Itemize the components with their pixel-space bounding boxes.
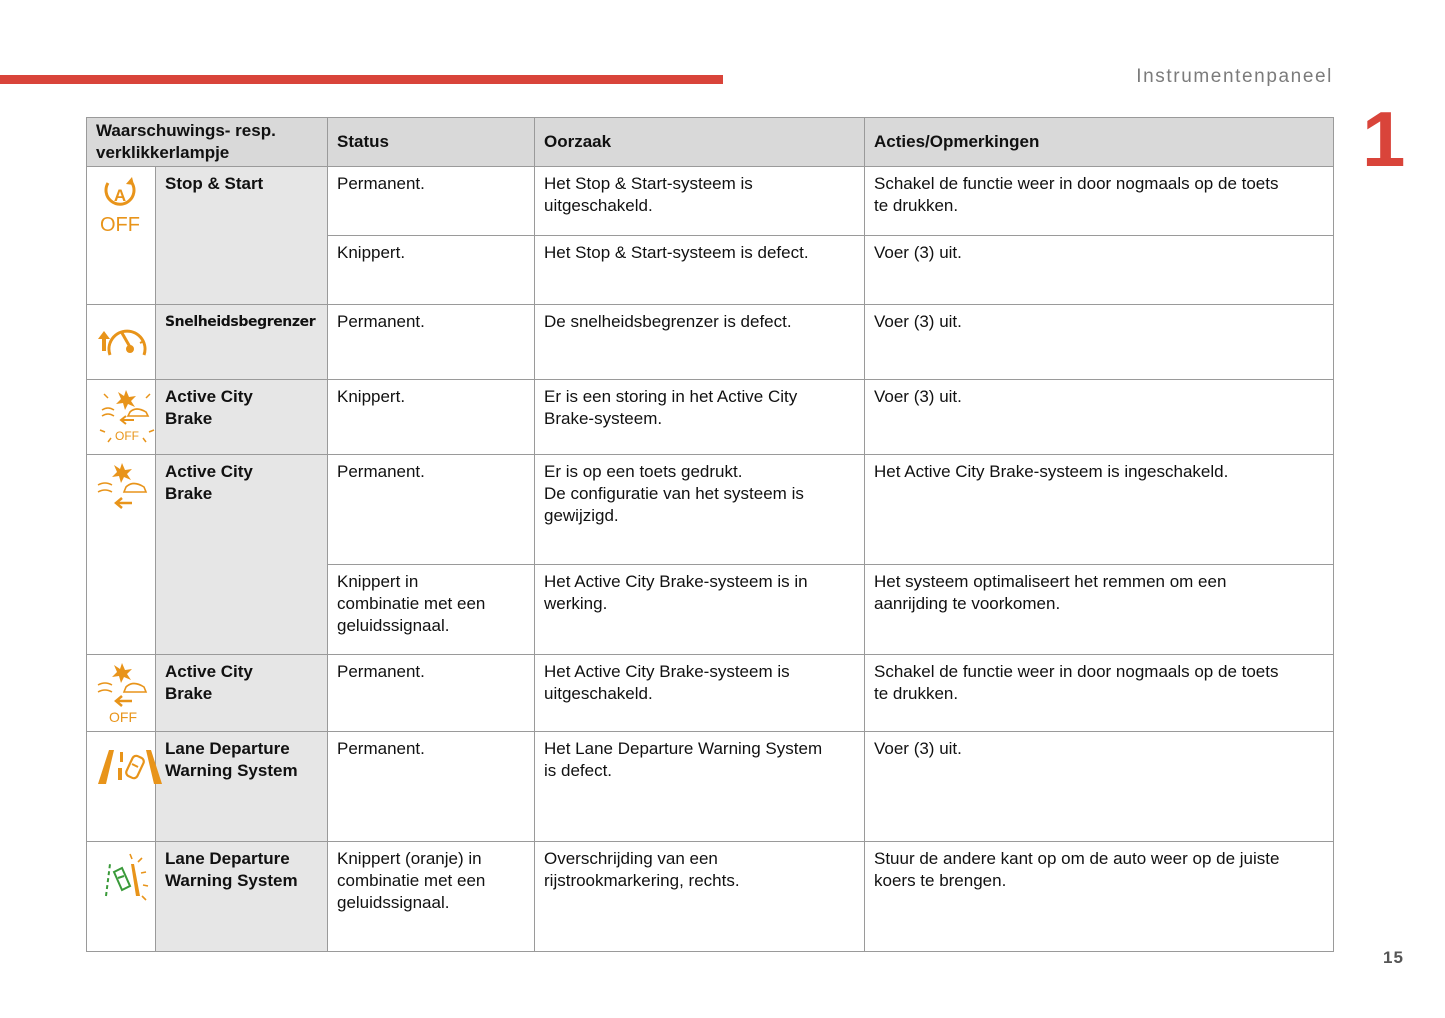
table-row <box>87 455 1334 565</box>
status-cell: Knippert. <box>328 236 535 305</box>
status-cell: Permanent. <box>328 732 535 842</box>
active-city-brake-fault-icon <box>96 386 158 448</box>
action-cell: Voer (3) uit. <box>865 305 1334 380</box>
column-header-actions: Acties/Opmerkingen <box>865 118 1334 167</box>
lamp-name: Snelheidsbegrenzer <box>156 305 328 380</box>
status-cell: Permanent. <box>328 167 535 236</box>
lamp-icon-cell <box>87 455 156 655</box>
page-number: 15 <box>1383 948 1404 967</box>
action-cell: Het systeem optimaliseert het remmen om een aanrijding te voorkomen. <box>865 565 1334 655</box>
cause-cell: Er is een storing in het Active City Brake-systeem. <box>535 380 865 455</box>
action-cell: Voer (3) uit. <box>865 236 1334 305</box>
cause-cell: De snelheidsbegrenzer is defect. <box>535 305 865 380</box>
lamp-icon-cell <box>87 732 156 842</box>
action-cell: Voer (3) uit. <box>865 732 1334 842</box>
table-row <box>87 732 1334 842</box>
svg-text:OFF: OFF <box>109 709 137 725</box>
page-section-title: Instrumentenpaneel <box>1136 66 1333 87</box>
cause-cell: Er is op een toets gedrukt. De configuratie van het systeem is gewijzigd. <box>535 455 865 565</box>
cause-cell: Het Lane Departure Warning System is defect. <box>535 732 865 842</box>
active-city-brake-off-icon <box>96 661 152 725</box>
header-accent-bar <box>0 75 723 84</box>
action-cell: Voer (3) uit. <box>865 380 1334 455</box>
action-cell: Schakel de functie weer in door nogmaals op de toets te drukken. <box>865 655 1334 732</box>
chapter-number: 1 <box>1362 95 1406 183</box>
lamp-name: Active City Brake <box>156 380 328 455</box>
cause-cell: Het Stop & Start-systeem is uitgeschakeld. <box>535 167 865 236</box>
svg-text:A: A <box>113 186 127 205</box>
action-cell: Stuur de andere kant op om de auto weer op de juiste koers te brengen. <box>865 842 1334 952</box>
table-row <box>87 380 1334 455</box>
cause-cell: Het Stop & Start-systeem is defect. <box>535 236 865 305</box>
lamp-name: Active City Brake <box>156 655 328 732</box>
table-row <box>87 655 1334 732</box>
warning-lights-table <box>86 117 1334 952</box>
active-city-brake-icon <box>96 461 152 513</box>
speed-limiter-icon <box>96 317 152 367</box>
stop-start-off-icon <box>96 173 146 235</box>
lamp-name: Active City Brake <box>156 455 328 655</box>
column-header-lamp: Waarschuwings- resp. verklikkerlampje <box>87 118 328 167</box>
cause-cell: Het Active City Brake-systeem is in werking. <box>535 565 865 655</box>
column-header-status: Status <box>328 118 535 167</box>
lamp-icon-cell <box>87 842 156 952</box>
lamp-name: Lane Departure Warning System <box>156 842 328 952</box>
column-header-cause: Oorzaak <box>535 118 865 167</box>
cause-cell: Het Active City Brake-systeem is uitgeschakeld. <box>535 655 865 732</box>
cause-cell: Overschrijding van een rijstrookmarkering, rechts. <box>535 842 865 952</box>
lane-departure-icon <box>96 746 164 786</box>
lamp-icon-cell <box>87 655 156 732</box>
status-cell: Knippert. <box>328 380 535 455</box>
lamp-name: Stop & Start <box>156 167 328 305</box>
status-cell: Permanent. <box>328 455 535 565</box>
status-cell: Permanent. <box>328 305 535 380</box>
table-row <box>87 305 1334 380</box>
action-cell: Het Active City Brake-systeem is ingeschakeld. <box>865 455 1334 565</box>
action-cell: Schakel de functie weer in door nogmaals op de toets te drukken. <box>865 167 1334 236</box>
lane-departure-right-icon <box>96 850 156 906</box>
status-cell: Knippert in combinatie met een geluidssignaal. <box>328 565 535 655</box>
lamp-icon-cell <box>87 167 156 305</box>
table-row <box>87 167 1334 236</box>
status-cell: Permanent. <box>328 655 535 732</box>
table-row <box>87 842 1334 952</box>
lamp-name: Lane Departure Warning System <box>156 732 328 842</box>
svg-text:OFF: OFF <box>100 214 140 235</box>
lamp-icon-cell <box>87 380 156 455</box>
svg-text:OFF: OFF <box>115 429 139 443</box>
lamp-icon-cell <box>87 305 156 380</box>
status-cell: Knippert (oranje) in combinatie met een geluidssignaal. <box>328 842 535 952</box>
